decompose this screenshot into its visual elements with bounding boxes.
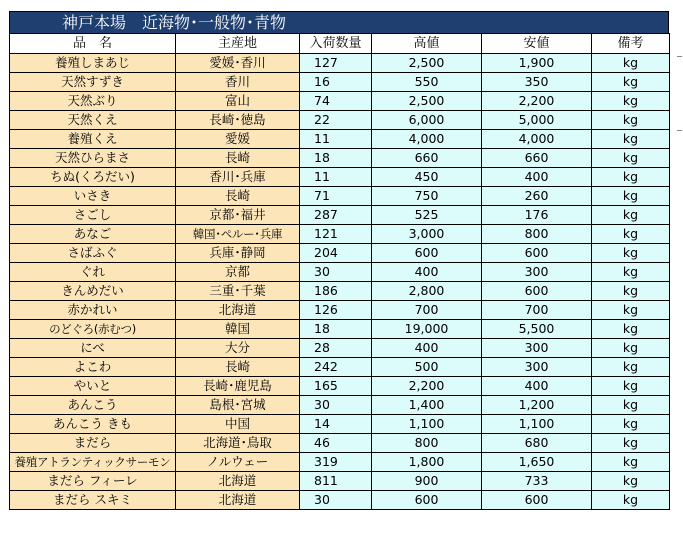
cell-origin: 北海道 <box>176 491 300 510</box>
cell-note: kg <box>592 92 670 111</box>
table-row <box>10 111 670 130</box>
cell-high-price: 1,100 <box>372 415 482 434</box>
cell-origin: 長崎 <box>176 187 300 206</box>
cell-quantity: 74 <box>300 92 372 111</box>
cell-low-price: 2,200 <box>482 92 592 111</box>
cell-high-price: 400 <box>372 263 482 282</box>
cell-low-price: 176 <box>482 206 592 225</box>
table-row <box>10 320 670 339</box>
cell-high-price: 800 <box>372 434 482 453</box>
header-high-price: 高値 <box>372 34 482 54</box>
cell-name: あんこう きも <box>10 415 176 434</box>
cell-origin: ノルウェー <box>176 453 300 472</box>
cell-high-price: 2,500 <box>372 92 482 111</box>
cell-low-price: 260 <box>482 187 592 206</box>
cell-high-price: 600 <box>372 244 482 263</box>
cell-name: 赤かれい <box>10 301 176 320</box>
cell-quantity: 204 <box>300 244 372 263</box>
cell-high-price: 2,200 <box>372 377 482 396</box>
cell-high-price: 4,000 <box>372 130 482 149</box>
table-row <box>10 472 670 491</box>
cell-origin: 京都･福井 <box>176 206 300 225</box>
cell-high-price: 550 <box>372 73 482 92</box>
cell-name: 天然すずき <box>10 73 176 92</box>
table-row <box>10 282 670 301</box>
cell-origin: 長崎 <box>176 358 300 377</box>
cell-origin: 香川 <box>176 73 300 92</box>
cell-low-price: 1,900 <box>482 54 592 73</box>
cell-high-price: 660 <box>372 149 482 168</box>
cell-origin: 長崎･徳島 <box>176 111 300 130</box>
cell-note: kg <box>592 168 670 187</box>
table-row <box>10 130 670 149</box>
cell-quantity: 11 <box>300 130 372 149</box>
cell-low-price: 800 <box>482 225 592 244</box>
cell-name: あなご <box>10 225 176 244</box>
cell-high-price: 19,000 <box>372 320 482 339</box>
table-row <box>10 301 670 320</box>
cell-high-price: 750 <box>372 187 482 206</box>
table-row <box>10 434 670 453</box>
table-row <box>10 263 670 282</box>
cell-origin: 愛媛･香川 <box>176 54 300 73</box>
cell-name: いさき <box>10 187 176 206</box>
cell-origin: 韓国･ペルー･兵庫 <box>176 225 300 244</box>
cell-note: kg <box>592 54 670 73</box>
cell-origin: 長崎 <box>176 149 300 168</box>
cell-quantity: 165 <box>300 377 372 396</box>
cell-low-price: 600 <box>482 282 592 301</box>
cell-low-price: 600 <box>482 491 592 510</box>
cell-origin: 中国 <box>176 415 300 434</box>
table-row <box>10 415 670 434</box>
cell-quantity: 18 <box>300 149 372 168</box>
cell-note: kg <box>592 244 670 263</box>
cell-quantity: 30 <box>300 263 372 282</box>
table-row <box>10 73 670 92</box>
cell-name: 天然ひらまさ <box>10 149 176 168</box>
cell-note: kg <box>592 434 670 453</box>
cell-quantity: 46 <box>300 434 372 453</box>
cell-origin: 香川･兵庫 <box>176 168 300 187</box>
cell-high-price: 3,000 <box>372 225 482 244</box>
cell-note: kg <box>592 263 670 282</box>
header-name: 品 名 <box>10 34 176 54</box>
cell-origin: 京都 <box>176 263 300 282</box>
cell-note: kg <box>592 339 670 358</box>
cell-note: kg <box>592 111 670 130</box>
cell-name: まだら <box>10 434 176 453</box>
table-row <box>10 54 670 73</box>
cell-name: 天然ぶり <box>10 92 176 111</box>
edge-mark <box>677 56 682 57</box>
cell-origin: 北海道 <box>176 301 300 320</box>
cell-quantity: 30 <box>300 491 372 510</box>
cell-note: kg <box>592 206 670 225</box>
cell-quantity: 71 <box>300 187 372 206</box>
table-row <box>10 453 670 472</box>
cell-name: まだら フィーレ <box>10 472 176 491</box>
cell-origin: 韓国 <box>176 320 300 339</box>
cell-origin: 三重･千葉 <box>176 282 300 301</box>
cell-high-price: 900 <box>372 472 482 491</box>
table-row <box>10 225 670 244</box>
cell-low-price: 1,100 <box>482 415 592 434</box>
cell-name: のどぐろ(赤むつ) <box>10 320 176 339</box>
cell-low-price: 300 <box>482 339 592 358</box>
cell-name: 養殖くえ <box>10 130 176 149</box>
table-row <box>10 339 670 358</box>
cell-low-price: 5,000 <box>482 111 592 130</box>
cell-origin: 大分 <box>176 339 300 358</box>
cell-note: kg <box>592 396 670 415</box>
cell-name: にべ <box>10 339 176 358</box>
cell-note: kg <box>592 320 670 339</box>
table-row <box>10 149 670 168</box>
header-note: 備考 <box>592 34 670 54</box>
cell-quantity: 22 <box>300 111 372 130</box>
cell-name: 養殖アトランティックサーモン <box>10 453 176 472</box>
cell-note: kg <box>592 453 670 472</box>
cell-note: kg <box>592 415 670 434</box>
cell-origin: 島根･宮城 <box>176 396 300 415</box>
cell-high-price: 600 <box>372 491 482 510</box>
header-row <box>10 34 670 54</box>
cell-note: kg <box>592 358 670 377</box>
cell-note: kg <box>592 472 670 491</box>
cell-low-price: 1,650 <box>482 453 592 472</box>
cell-high-price: 700 <box>372 301 482 320</box>
cell-low-price: 680 <box>482 434 592 453</box>
header-quantity: 入荷数量 <box>300 34 372 54</box>
cell-name: さごし <box>10 206 176 225</box>
header-origin: 主産地 <box>176 34 300 54</box>
cell-name: 養殖しまあじ <box>10 54 176 73</box>
cell-name: ぐれ <box>10 263 176 282</box>
cell-high-price: 450 <box>372 168 482 187</box>
table-row <box>10 396 670 415</box>
cell-quantity: 287 <box>300 206 372 225</box>
cell-quantity: 14 <box>300 415 372 434</box>
cell-origin: 北海道 <box>176 472 300 491</box>
cell-quantity: 242 <box>300 358 372 377</box>
cell-quantity: 28 <box>300 339 372 358</box>
cell-quantity: 319 <box>300 453 372 472</box>
cell-name: あんこう <box>10 396 176 415</box>
sheet-title: 神戸本場 近海物･一般物･青物 <box>9 11 669 33</box>
cell-note: kg <box>592 149 670 168</box>
cell-quantity: 811 <box>300 472 372 491</box>
table-row <box>10 206 670 225</box>
cell-low-price: 1,200 <box>482 396 592 415</box>
cell-name: さばふぐ <box>10 244 176 263</box>
cell-quantity: 126 <box>300 301 372 320</box>
cell-low-price: 660 <box>482 149 592 168</box>
cell-origin: 兵庫･静岡 <box>176 244 300 263</box>
cell-high-price: 1,800 <box>372 453 482 472</box>
cell-low-price: 5,500 <box>482 320 592 339</box>
cell-note: kg <box>592 301 670 320</box>
cell-name: やいと <box>10 377 176 396</box>
table-row <box>10 358 670 377</box>
cell-high-price: 400 <box>372 339 482 358</box>
cell-origin: 長崎･鹿児島 <box>176 377 300 396</box>
table-row <box>10 491 670 510</box>
cell-low-price: 733 <box>482 472 592 491</box>
table-row <box>10 92 670 111</box>
cell-high-price: 500 <box>372 358 482 377</box>
cell-quantity: 121 <box>300 225 372 244</box>
cell-origin: 富山 <box>176 92 300 111</box>
table-row <box>10 244 670 263</box>
price-sheet <box>9 11 670 510</box>
cell-note: kg <box>592 130 670 149</box>
cell-note: kg <box>592 377 670 396</box>
cell-high-price: 6,000 <box>372 111 482 130</box>
cell-quantity: 186 <box>300 282 372 301</box>
edge-mark <box>677 130 682 131</box>
cell-note: kg <box>592 282 670 301</box>
cell-quantity: 11 <box>300 168 372 187</box>
cell-name: よこわ <box>10 358 176 377</box>
cell-note: kg <box>592 491 670 510</box>
cell-high-price: 2,500 <box>372 54 482 73</box>
table-row <box>10 377 670 396</box>
cell-quantity: 127 <box>300 54 372 73</box>
cell-name: まだら スキミ <box>10 491 176 510</box>
cell-low-price: 600 <box>482 244 592 263</box>
cell-quantity: 18 <box>300 320 372 339</box>
cell-note: kg <box>592 225 670 244</box>
table-row <box>10 187 670 206</box>
cell-origin: 愛媛 <box>176 130 300 149</box>
price-table <box>9 33 670 510</box>
cell-name: 天然くえ <box>10 111 176 130</box>
table-row <box>10 168 670 187</box>
cell-name: ちぬ(くろだい) <box>10 168 176 187</box>
cell-low-price: 300 <box>482 263 592 282</box>
cell-note: kg <box>592 73 670 92</box>
cell-high-price: 1,400 <box>372 396 482 415</box>
cell-quantity: 16 <box>300 73 372 92</box>
cell-note: kg <box>592 187 670 206</box>
cell-quantity: 30 <box>300 396 372 415</box>
cell-origin: 北海道･鳥取 <box>176 434 300 453</box>
cell-low-price: 4,000 <box>482 130 592 149</box>
cell-low-price: 300 <box>482 358 592 377</box>
header-low-price: 安値 <box>482 34 592 54</box>
cell-low-price: 350 <box>482 73 592 92</box>
cell-name: きんめだい <box>10 282 176 301</box>
cell-high-price: 2,800 <box>372 282 482 301</box>
cell-low-price: 700 <box>482 301 592 320</box>
cell-high-price: 525 <box>372 206 482 225</box>
cell-low-price: 400 <box>482 168 592 187</box>
cell-low-price: 400 <box>482 377 592 396</box>
